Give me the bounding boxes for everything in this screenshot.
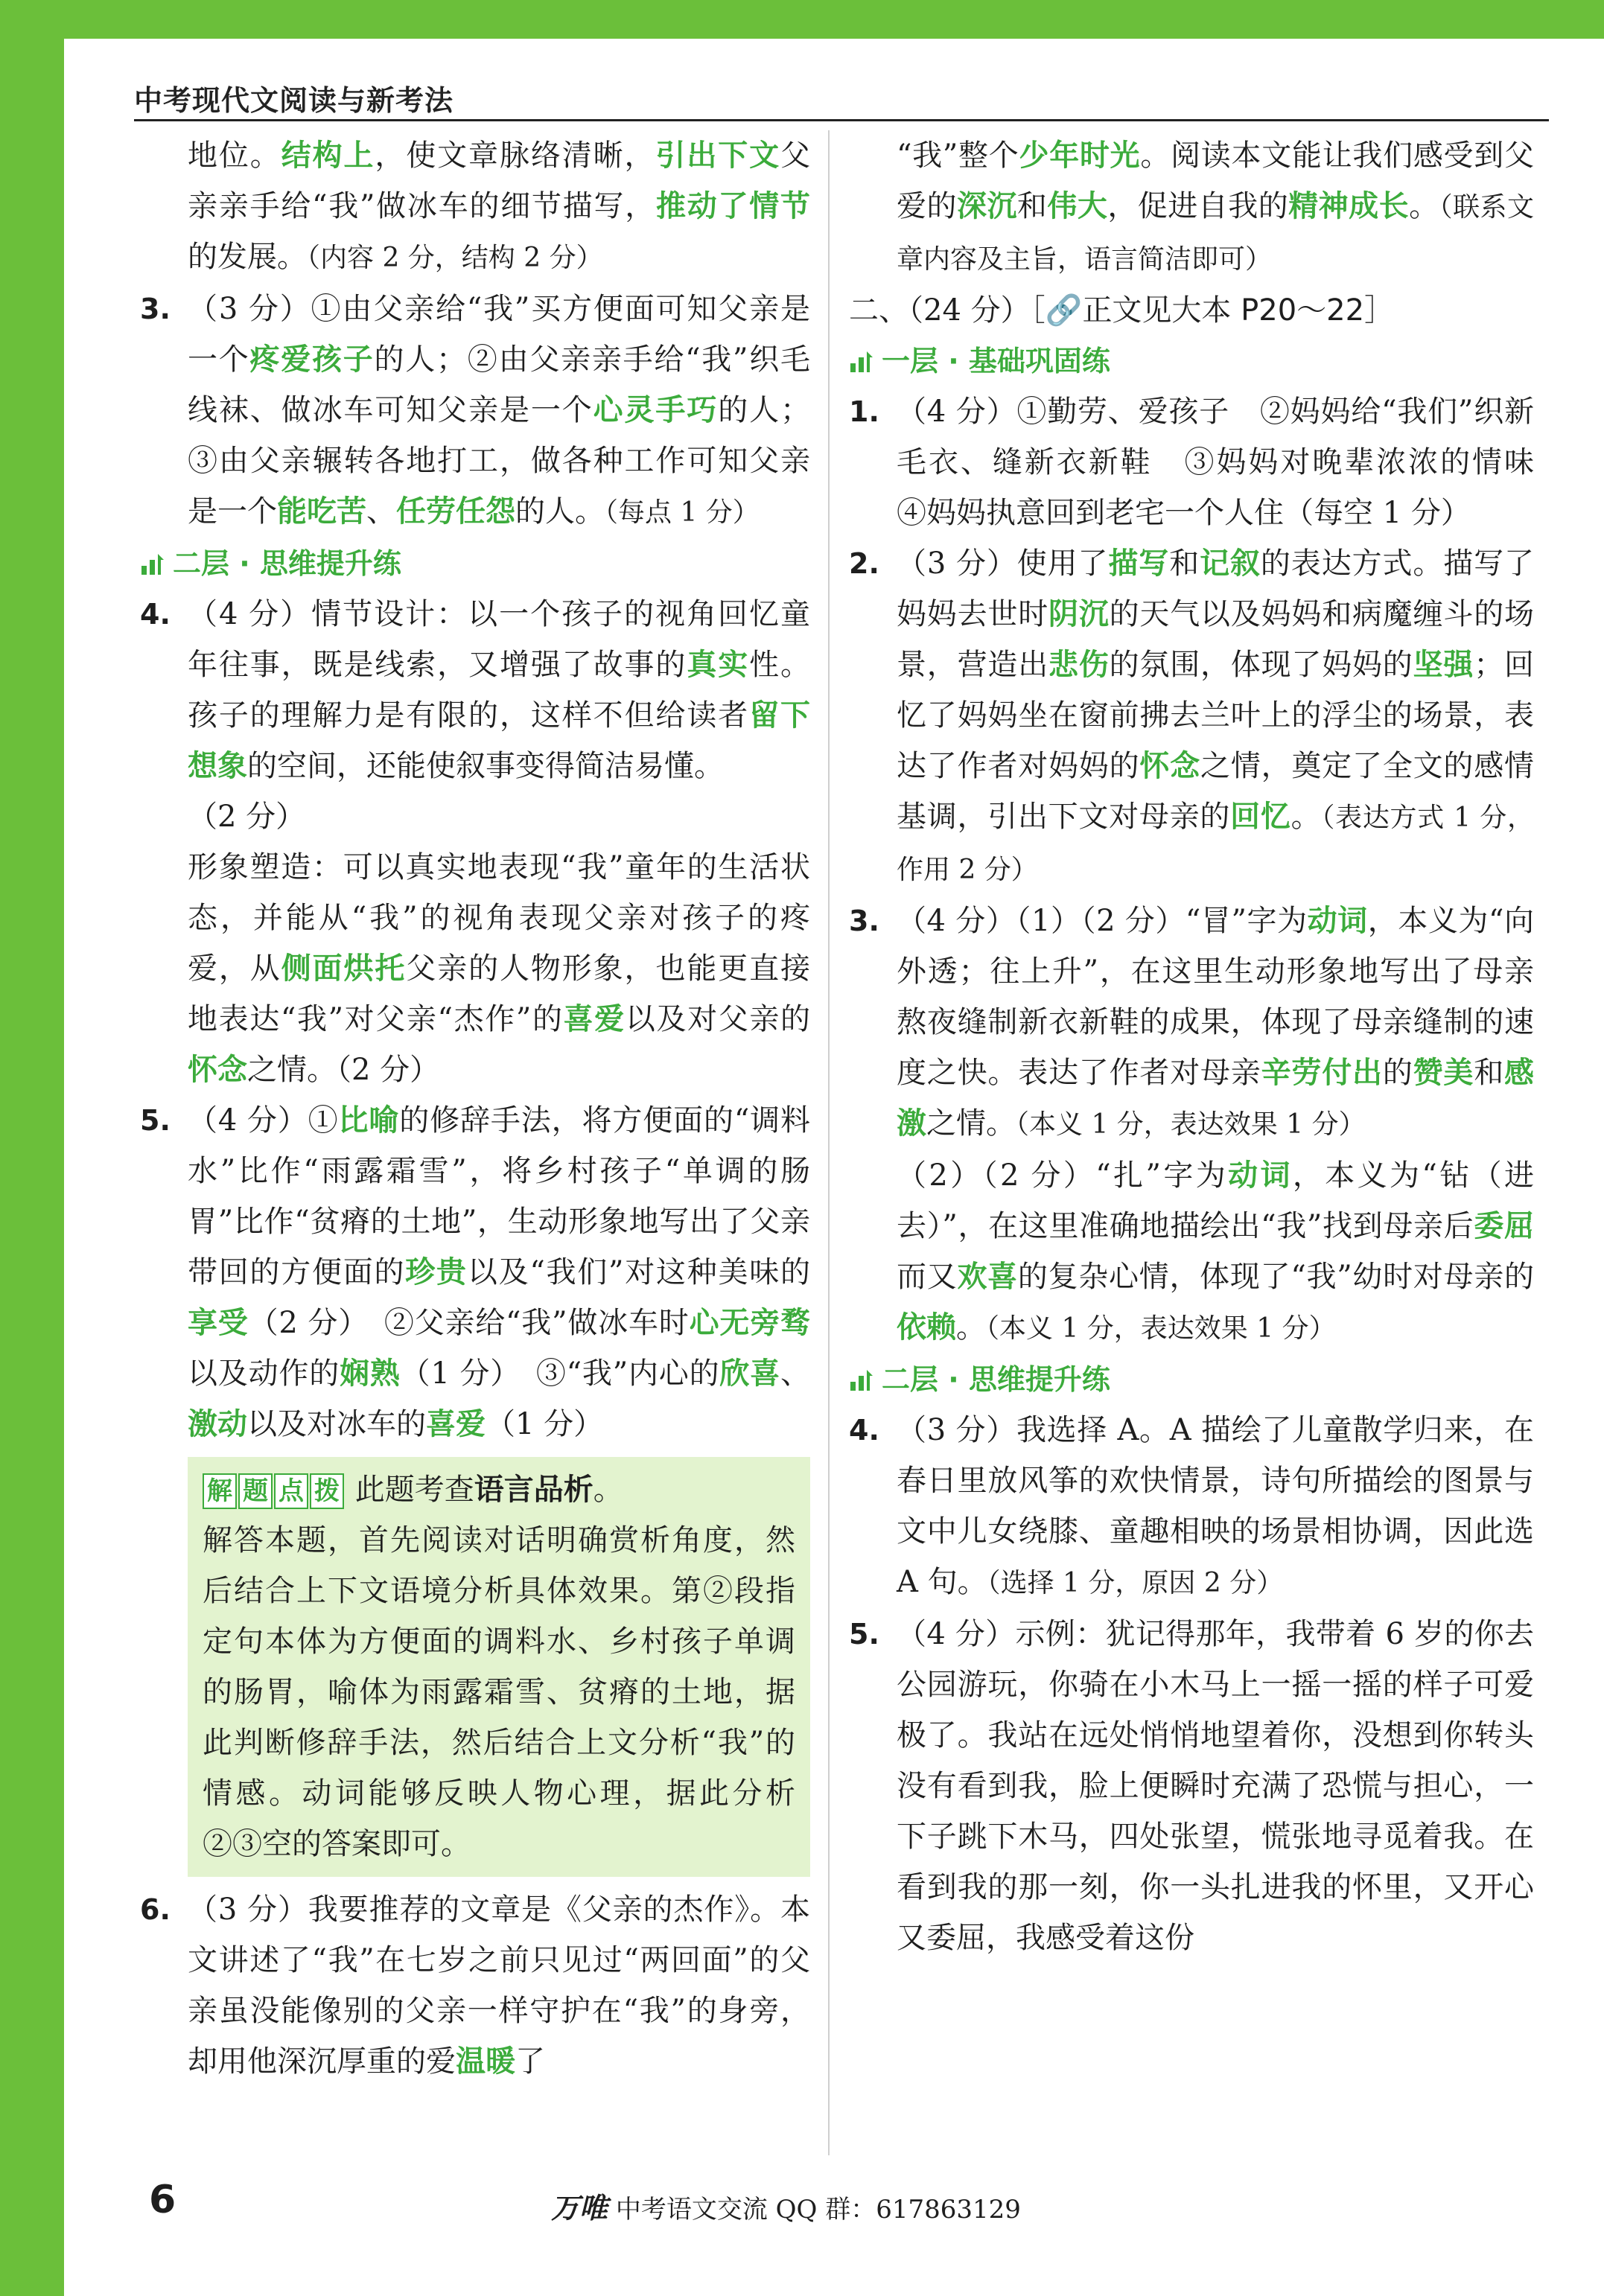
answer-item-3: 3. （3 分）①由父亲给“我”买方便面可知父亲是一个疼爱孩子的人；②由父亲亲手给“我”织毛线袜、做冰车可知父亲是一个心灵手巧的人；③由父亲辗转各地打工，做各种工作可知父亲是一个能吃苦、任劳任怨的人。（每点 1 分） [140, 284, 810, 538]
tip-tag: 题 [238, 1473, 273, 1509]
solution-tip-box: 解 题 点 拨 此题考查语言品析。 解答本题，首先阅读对话明确赏析角度，然后结合上下文语境分析具体效果。第②段指定句本体为方便面的调料水、乡村孩子单调的肠胃，喻体为雨露霜雪、贫瘠的土地，据此判断修辞手法，然后结合上文分析“我”的情感。动词能够反映人物心理，据此分析②③空的答案即可。 [188, 1457, 810, 1877]
item-number: 2. [849, 547, 879, 580]
answer-item-5: 5. （4 分）示例：犹记得那年，我带着 6 岁的你去公园游玩，你骑在小木马上一摇一摇的样子可爱极了。我站在远处悄悄地望着你，没想到你转头没有看到我，脸上便瞬时充满了恐慌与担心，一下子跳下木马，四处张望，慌张地寻觅着我。在看到我的那一刻，你一头扎进我的怀里，又开心又委屈，我感受着这份 [849, 1609, 1534, 1963]
item-number: 3. [140, 293, 171, 325]
item-number: 1. [849, 395, 879, 428]
brand-logo: 万唯 [551, 2192, 608, 2225]
bar-chart-icon [849, 1357, 874, 1383]
bar-chart-icon [849, 339, 874, 364]
tip-tag: 解 [203, 1473, 237, 1509]
continuation-paragraph: “我”整个少年时光。阅读本文能让我们感受到父爱的深沉和伟大，促进自我的精神成长。（联系文章内容及主旨，语言简洁即可） [897, 138, 1535, 275]
green-top-bar [64, 0, 1604, 39]
item-number: 5. [140, 1104, 171, 1137]
answer-item-4: 4. （4 分）情节设计：以一个孩子的视角回忆童年往事，既是线索，又增强了故事的真实性。孩子的理解力是有限的，这样不但给读者留下想象的空间，还能使叙事变得简洁易懂。 （2 分） 形象塑造：可以真实地表现“我”童年的生活状态，并能从“我”的视角表现父亲对孩子的疼爱，从侧面烘托父亲的人物形象，也能更直接地表达“我”对父亲“杰作”的喜爱以及对父亲的怀念之情。（2 分） [140, 589, 810, 1095]
tip-body: 解答本题，首先阅读对话明确赏析角度，然后结合上下文语境分析具体效果。第②段指定句本体为方便面的调料水、乡村孩子单调的肠胃，喻体为雨露霜雪、贫瘠的土地，据此判断修辞手法，然后结合上文分析“我”的情感。动词能够反映人物心理，据此分析②③空的答案即可。 [203, 1523, 795, 1861]
footer [551, 2185, 1021, 2226]
link-icon: 🔗 [1045, 293, 1083, 328]
answer-item-4: 4. （3 分）我选择 A。A 描绘了儿童散学归来，在春日里放风筝的欢快情景，诗句所描绘的图景与文中儿女绕膝、童趣相映的场景相协调，因此选 A 句。（选择 1 分，原因 2 分） [849, 1405, 1534, 1609]
tip-tag: 拨 [310, 1473, 344, 1509]
answer-item-6: 6. （3 分）我要推荐的文章是《父亲的杰作》。本文讲述了“我”在七岁之前只见过“两回面”的父亲虽没能像别的父亲一样守护在“我”的身旁，却用他深沉厚重的爱温暖了 [140, 1884, 810, 2087]
item-number: 3. [849, 905, 879, 937]
page-header-title: 中考现代文阅读与新考法 [134, 84, 454, 117]
header-rule [134, 119, 1549, 121]
page-number: 6 [149, 2178, 176, 2222]
item-number: 4. [849, 1414, 879, 1447]
continuation-paragraph: 地位。结构上，使文章脉络清晰，引出下文父亲亲手给“我”做冰车的细节描写，推动了情节的发展。（内容 2 分，结构 2 分） [188, 138, 811, 274]
answer-item-1: 1. （4 分）①勤劳、爱孩子 ②妈妈给“我们”织新毛衣、缝新衣新鞋 ③妈妈对晚辈浓浓的情味 ④妈妈执意回到老宅一个人住（每空 1 分） [849, 386, 1534, 538]
green-margin-bar [0, 0, 64, 2296]
right-column [849, 130, 1564, 1963]
section-layer-heading: 二层 · 思维提升练 [849, 1354, 1534, 1405]
reference-link[interactable]: 正文见大本 P20～22 [1082, 293, 1365, 328]
item-number: 5. [849, 1618, 879, 1651]
left-column [140, 130, 810, 2087]
item-number: 6. [140, 1893, 171, 1926]
section-layer-heading: 一层 · 基础巩固练 [849, 336, 1534, 386]
answer-item-2: 2. （3 分）使用了描写和记叙的表达方式。描写了妈妈去世时阴沉的天气以及妈妈和病魔缠斗的场景，营造出悲伤的氛围，体现了妈妈的坚强；回忆了妈妈坐在窗前拂去兰叶上的浮尘的场景，表达了作者对妈妈的怀念之情，奠定了全文的感情基调，引出下文对母亲的回忆。（表达方式 1 分，作用 2 分） [849, 538, 1534, 896]
answer-item-5: 5. （4 分）①比喻的修辞手法，将方便面的“调料水”比作“雨露霜雪”，将乡村孩子“单调的肠胃”比作“贫瘠的土地”，生动形象地写出了父亲带回的方便面的珍贵以及“我们”对这种美味的享受（2 分） ②父亲给“我”做冰车时心无旁骛以及动作的娴熟（1 分） ③“我”内心的欣喜、激动以及对冰车的喜爱（1 分） [140, 1095, 810, 1450]
section-layer-heading: 二层 · 思维提升练 [140, 538, 810, 589]
bar-chart-icon [140, 541, 165, 567]
footer-text: 中考语文交流 QQ 群：617863129 [615, 2195, 1021, 2225]
answer-item-3: 3. （4 分）（1）（2 分）“冒”字为动词，本义为“向外透；往上升”，在这里生动形象地写出了母亲熬夜缝制新衣新鞋的成果，体现了母亲缝制的速度之快。表达了作者对母亲辛劳付出的赞美和感激之情。（本义 1 分，表达效果 1 分） （2）（2 分）“扎”字为动词，本义为“钻（进去）”，在这里准确地描绘出“我”找到母亲后委屈而又欢喜的复杂心情，体现了“我”幼时对母亲的依赖。（本义 1 分，表达效果 1 分） [849, 896, 1534, 1354]
item-number: 4. [140, 598, 171, 631]
column-divider [828, 130, 830, 2155]
tip-tag: 点 [274, 1473, 308, 1509]
section-two-heading: 二、（24 分）［🔗正文见大本 P20～22］ [849, 293, 1395, 328]
